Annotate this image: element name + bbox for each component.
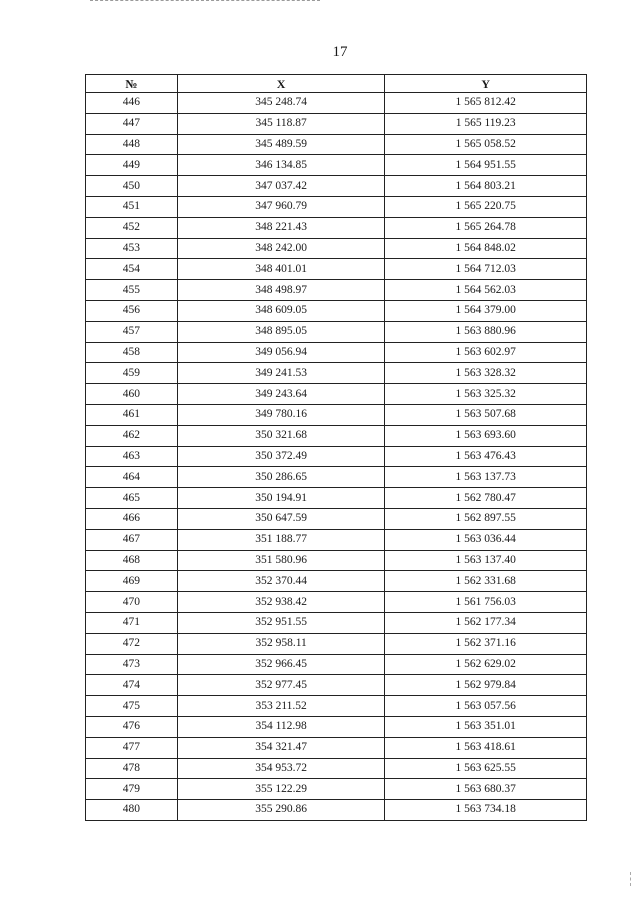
cell-x: 353 211.52 bbox=[177, 696, 385, 717]
table-row bbox=[86, 300, 587, 321]
table-row bbox=[86, 425, 587, 446]
cell-y: 1 562 780.47 bbox=[385, 488, 587, 509]
cell-x: 347 960.79 bbox=[177, 196, 385, 217]
table-row bbox=[86, 633, 587, 654]
table-row bbox=[86, 758, 587, 779]
cell-y: 1 562 371.16 bbox=[385, 633, 587, 654]
cell-number: 479 bbox=[86, 779, 178, 800]
header-x: X bbox=[177, 75, 385, 93]
cell-x: 346 134.85 bbox=[177, 155, 385, 176]
table-row bbox=[86, 696, 587, 717]
cell-x: 355 122.29 bbox=[177, 779, 385, 800]
cell-y: 1 563 036.44 bbox=[385, 529, 587, 550]
cell-y: 1 565 119.23 bbox=[385, 113, 587, 134]
table-row bbox=[86, 176, 587, 197]
cell-number: 452 bbox=[86, 217, 178, 238]
cell-x: 350 194.91 bbox=[177, 488, 385, 509]
cell-y: 1 563 328.32 bbox=[385, 363, 587, 384]
table-row bbox=[86, 508, 587, 529]
cell-y: 1 564 951.55 bbox=[385, 155, 587, 176]
header-number: № bbox=[86, 75, 178, 93]
cell-y: 1 563 351.01 bbox=[385, 716, 587, 737]
cell-x: 352 951.55 bbox=[177, 612, 385, 633]
cell-x: 345 248.74 bbox=[177, 93, 385, 114]
cell-number: 453 bbox=[86, 238, 178, 259]
table-row bbox=[86, 716, 587, 737]
cell-y: 1 564 712.03 bbox=[385, 259, 587, 280]
cell-y: 1 565 220.75 bbox=[385, 196, 587, 217]
cell-number: 450 bbox=[86, 176, 178, 197]
cell-number: 469 bbox=[86, 571, 178, 592]
cell-y: 1 562 979.84 bbox=[385, 675, 587, 696]
table-row bbox=[86, 134, 587, 155]
cell-number: 465 bbox=[86, 488, 178, 509]
cell-y: 1 562 629.02 bbox=[385, 654, 587, 675]
cell-y: 1 563 602.97 bbox=[385, 342, 587, 363]
table-row bbox=[86, 155, 587, 176]
cell-y: 1 561 756.03 bbox=[385, 592, 587, 613]
cell-number: 454 bbox=[86, 259, 178, 280]
cell-number: 455 bbox=[86, 280, 178, 301]
table-row bbox=[86, 113, 587, 134]
cell-number: 462 bbox=[86, 425, 178, 446]
table-row bbox=[86, 612, 587, 633]
table-row bbox=[86, 321, 587, 342]
cell-number: 468 bbox=[86, 550, 178, 571]
cell-x: 354 321.47 bbox=[177, 737, 385, 758]
cell-y: 1 565 812.42 bbox=[385, 93, 587, 114]
cell-number: 477 bbox=[86, 737, 178, 758]
cell-y: 1 563 137.73 bbox=[385, 467, 587, 488]
table-row bbox=[86, 550, 587, 571]
header-y: Y bbox=[385, 75, 587, 93]
coordinates-table bbox=[85, 74, 587, 821]
table-row bbox=[86, 529, 587, 550]
cell-number: 457 bbox=[86, 321, 178, 342]
table-row bbox=[86, 93, 587, 114]
cell-x: 352 938.42 bbox=[177, 592, 385, 613]
cell-y: 1 563 880.96 bbox=[385, 321, 587, 342]
cell-x: 349 243.64 bbox=[177, 384, 385, 405]
table-row bbox=[86, 446, 587, 467]
cell-x: 345 489.59 bbox=[177, 134, 385, 155]
cell-y: 1 563 734.18 bbox=[385, 800, 587, 821]
cell-number: 473 bbox=[86, 654, 178, 675]
cell-x: 348 221.43 bbox=[177, 217, 385, 238]
cell-x: 349 241.53 bbox=[177, 363, 385, 384]
cell-number: 458 bbox=[86, 342, 178, 363]
cell-x: 348 401.01 bbox=[177, 259, 385, 280]
table-row bbox=[86, 196, 587, 217]
table-header-row bbox=[86, 75, 587, 93]
cell-y: 1 564 562.03 bbox=[385, 280, 587, 301]
cell-x: 350 286.65 bbox=[177, 467, 385, 488]
cell-number: 461 bbox=[86, 404, 178, 425]
cell-x: 350 372.49 bbox=[177, 446, 385, 467]
cell-x: 354 112.98 bbox=[177, 716, 385, 737]
cell-x: 349 056.94 bbox=[177, 342, 385, 363]
table-row bbox=[86, 404, 587, 425]
table-row bbox=[86, 467, 587, 488]
cell-x: 352 966.45 bbox=[177, 654, 385, 675]
cell-y: 1 563 625.55 bbox=[385, 758, 587, 779]
cell-number: 470 bbox=[86, 592, 178, 613]
cell-y: 1 563 507.68 bbox=[385, 404, 587, 425]
cell-y: 1 562 897.55 bbox=[385, 508, 587, 529]
cell-number: 472 bbox=[86, 633, 178, 654]
cell-x: 348 895.05 bbox=[177, 321, 385, 342]
cell-x: 348 498.97 bbox=[177, 280, 385, 301]
table-row bbox=[86, 259, 587, 280]
table-row bbox=[86, 737, 587, 758]
cell-y: 1 563 680.37 bbox=[385, 779, 587, 800]
table-row bbox=[86, 384, 587, 405]
table-body bbox=[86, 93, 587, 821]
cell-x: 350 647.59 bbox=[177, 508, 385, 529]
table-row bbox=[86, 592, 587, 613]
cell-number: 446 bbox=[86, 93, 178, 114]
cell-y: 1 564 803.21 bbox=[385, 176, 587, 197]
cell-x: 345 118.87 bbox=[177, 113, 385, 134]
cell-number: 451 bbox=[86, 196, 178, 217]
table-row bbox=[86, 571, 587, 592]
table-row bbox=[86, 238, 587, 259]
cell-number: 480 bbox=[86, 800, 178, 821]
cell-number: 474 bbox=[86, 675, 178, 696]
scan-edge-mark-right bbox=[630, 872, 632, 886]
cell-number: 460 bbox=[86, 384, 178, 405]
cell-y: 1 564 848.02 bbox=[385, 238, 587, 259]
cell-number: 463 bbox=[86, 446, 178, 467]
cell-number: 478 bbox=[86, 758, 178, 779]
scan-edge-mark bbox=[90, 0, 320, 3]
cell-y: 1 563 057.56 bbox=[385, 696, 587, 717]
table-row bbox=[86, 217, 587, 238]
cell-number: 449 bbox=[86, 155, 178, 176]
table-row bbox=[86, 675, 587, 696]
cell-y: 1 565 058.52 bbox=[385, 134, 587, 155]
cell-x: 354 953.72 bbox=[177, 758, 385, 779]
table-row bbox=[86, 779, 587, 800]
cell-y: 1 564 379.00 bbox=[385, 300, 587, 321]
table-row bbox=[86, 488, 587, 509]
cell-number: 448 bbox=[86, 134, 178, 155]
cell-number: 466 bbox=[86, 508, 178, 529]
cell-y: 1 563 693.60 bbox=[385, 425, 587, 446]
cell-x: 347 037.42 bbox=[177, 176, 385, 197]
cell-y: 1 565 264.78 bbox=[385, 217, 587, 238]
page-number: 17 bbox=[332, 44, 348, 60]
cell-number: 459 bbox=[86, 363, 178, 384]
cell-x: 351 580.96 bbox=[177, 550, 385, 571]
cell-number: 447 bbox=[86, 113, 178, 134]
cell-y: 1 563 137.40 bbox=[385, 550, 587, 571]
cell-number: 456 bbox=[86, 300, 178, 321]
cell-x: 352 370.44 bbox=[177, 571, 385, 592]
table-row bbox=[86, 363, 587, 384]
cell-x: 352 977.45 bbox=[177, 675, 385, 696]
cell-x: 350 321.68 bbox=[177, 425, 385, 446]
cell-number: 464 bbox=[86, 467, 178, 488]
table-row bbox=[86, 800, 587, 821]
cell-number: 476 bbox=[86, 716, 178, 737]
cell-x: 351 188.77 bbox=[177, 529, 385, 550]
cell-number: 471 bbox=[86, 612, 178, 633]
cell-number: 475 bbox=[86, 696, 178, 717]
cell-y: 1 563 476.43 bbox=[385, 446, 587, 467]
cell-x: 355 290.86 bbox=[177, 800, 385, 821]
cell-y: 1 563 418.61 bbox=[385, 737, 587, 758]
cell-y: 1 563 325.32 bbox=[385, 384, 587, 405]
cell-y: 1 562 177.34 bbox=[385, 612, 587, 633]
cell-x: 352 958.11 bbox=[177, 633, 385, 654]
cell-x: 348 242.00 bbox=[177, 238, 385, 259]
cell-x: 349 780.16 bbox=[177, 404, 385, 425]
table-row bbox=[86, 654, 587, 675]
cell-number: 467 bbox=[86, 529, 178, 550]
table-row bbox=[86, 280, 587, 301]
table-row bbox=[86, 342, 587, 363]
cell-y: 1 562 331.68 bbox=[385, 571, 587, 592]
cell-x: 348 609.05 bbox=[177, 300, 385, 321]
